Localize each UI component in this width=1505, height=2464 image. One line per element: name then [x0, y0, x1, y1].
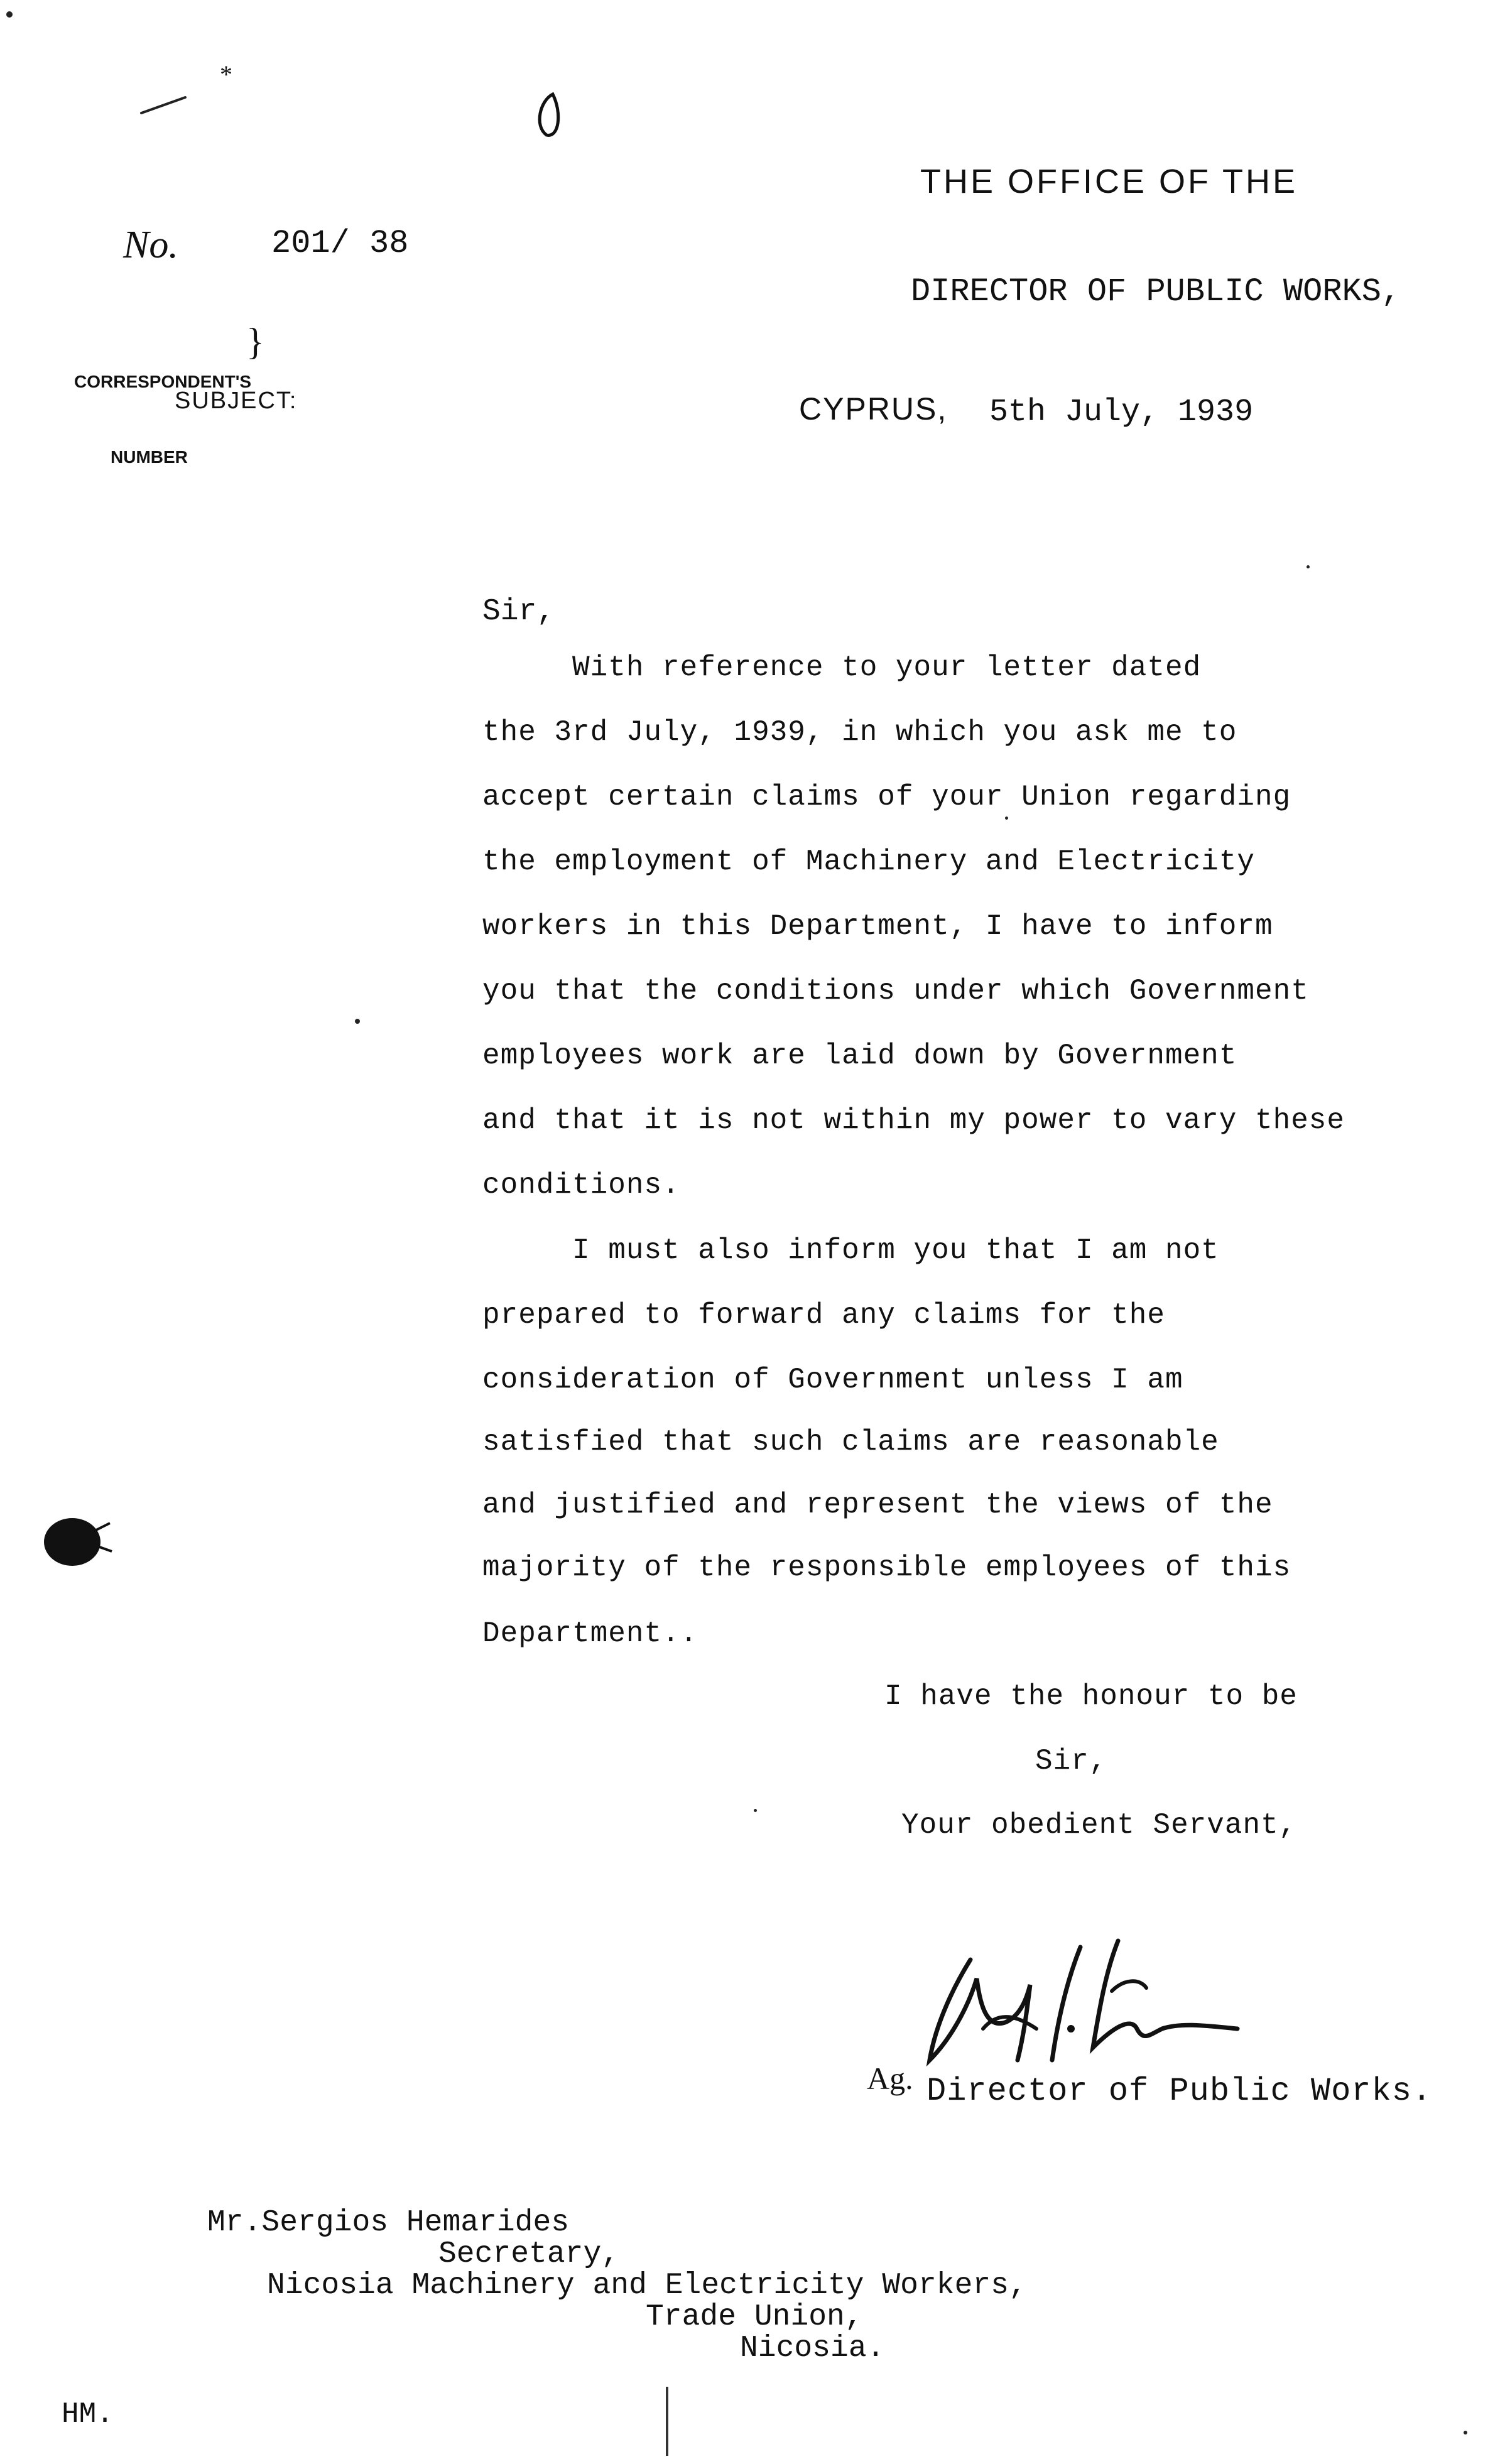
closing-servant: Your obedient Servant,	[901, 1809, 1297, 1842]
paragraph2-line: I must also inform you that I am not	[482, 1234, 1219, 1267]
place-label: CYPRUS,	[799, 391, 948, 426]
paragraph2-line: majority of the responsible employees of this	[482, 1551, 1291, 1584]
subject-label: SUBJECT:	[175, 388, 298, 414]
paragraph2-line: satisfied that such claims are reasonable	[482, 1426, 1219, 1458]
correspondent-brace: }	[246, 321, 264, 362]
paragraph1-line: accept certain claims of your Union regarding	[482, 781, 1291, 813]
paragraph1-line: the employment of Machinery and Electricity	[482, 845, 1255, 878]
paragraph2-line: and justified and represent the views of the	[482, 1489, 1273, 1521]
paragraph1-line: workers in this Department, I have to inform	[482, 910, 1273, 943]
asterisk-mark: *	[220, 60, 232, 89]
paragraph2-line: consideration of Government unless I am	[482, 1364, 1183, 1396]
scan-speck	[1307, 565, 1310, 568]
pen-stroke-mark	[135, 88, 192, 126]
ink-blot	[38, 1507, 113, 1577]
signatory-title: Director of Public Works.	[926, 2073, 1433, 2110]
scan-speck	[1005, 817, 1008, 820]
scan-speck	[754, 1809, 757, 1812]
recipient-title: Secretary,	[438, 2237, 620, 2271]
scan-speck	[355, 1019, 360, 1024]
salutation: Sir,	[482, 595, 555, 629]
paragraph1-line: With reference to your letter dated	[482, 651, 1202, 684]
director-heading: DIRECTOR OF PUBLIC WORKS,	[911, 273, 1401, 310]
recipient-city: Nicosia.	[740, 2331, 885, 2365]
paragraph1-line: you that the conditions under which Government	[482, 975, 1309, 1007]
paragraph1-line: employees work are laid down by Government	[482, 1039, 1237, 1072]
handwritten-signature	[911, 1935, 1263, 2073]
closing-sir: Sir,	[1035, 1745, 1107, 1777]
reference-number-label: No.	[123, 224, 178, 266]
closing-honour: I have the honour to be	[884, 1680, 1298, 1713]
paragraph1-line: and that it is not within my power to vary these	[482, 1104, 1345, 1137]
paragraph2-line: Department..	[482, 1617, 698, 1650]
paragraph2-line: prepared to forward any claims for the	[482, 1299, 1165, 1332]
office-heading: THE OFFICE OF THE	[920, 163, 1298, 200]
recipient-name: Mr.Sergios Hemarides	[207, 2206, 570, 2240]
scan-speck	[1464, 2431, 1467, 2434]
paragraph1-line: the 3rd July, 1939, in which you ask me to	[482, 716, 1237, 749]
scan-line-artifact	[666, 2387, 668, 2456]
letter-date: 5th July, 1939	[989, 394, 1254, 430]
correspondent-label-line2: NUMBER	[111, 447, 188, 467]
recipient-organization: Nicosia Machinery and Electricity Workers,	[267, 2269, 1027, 2303]
reference-number-value: 201/ 38	[271, 225, 409, 262]
correspondent-label-line1: CORRESPONDENT'S	[74, 372, 252, 391]
recipient-organization-type: Trade Union,	[646, 2300, 863, 2334]
scan-speck	[6, 11, 13, 18]
acting-prefix: Ag.	[867, 2061, 913, 2096]
typist-initials: HM.	[62, 2398, 114, 2431]
paragraph1-line: conditions.	[482, 1169, 680, 1202]
pen-mark	[528, 88, 572, 144]
